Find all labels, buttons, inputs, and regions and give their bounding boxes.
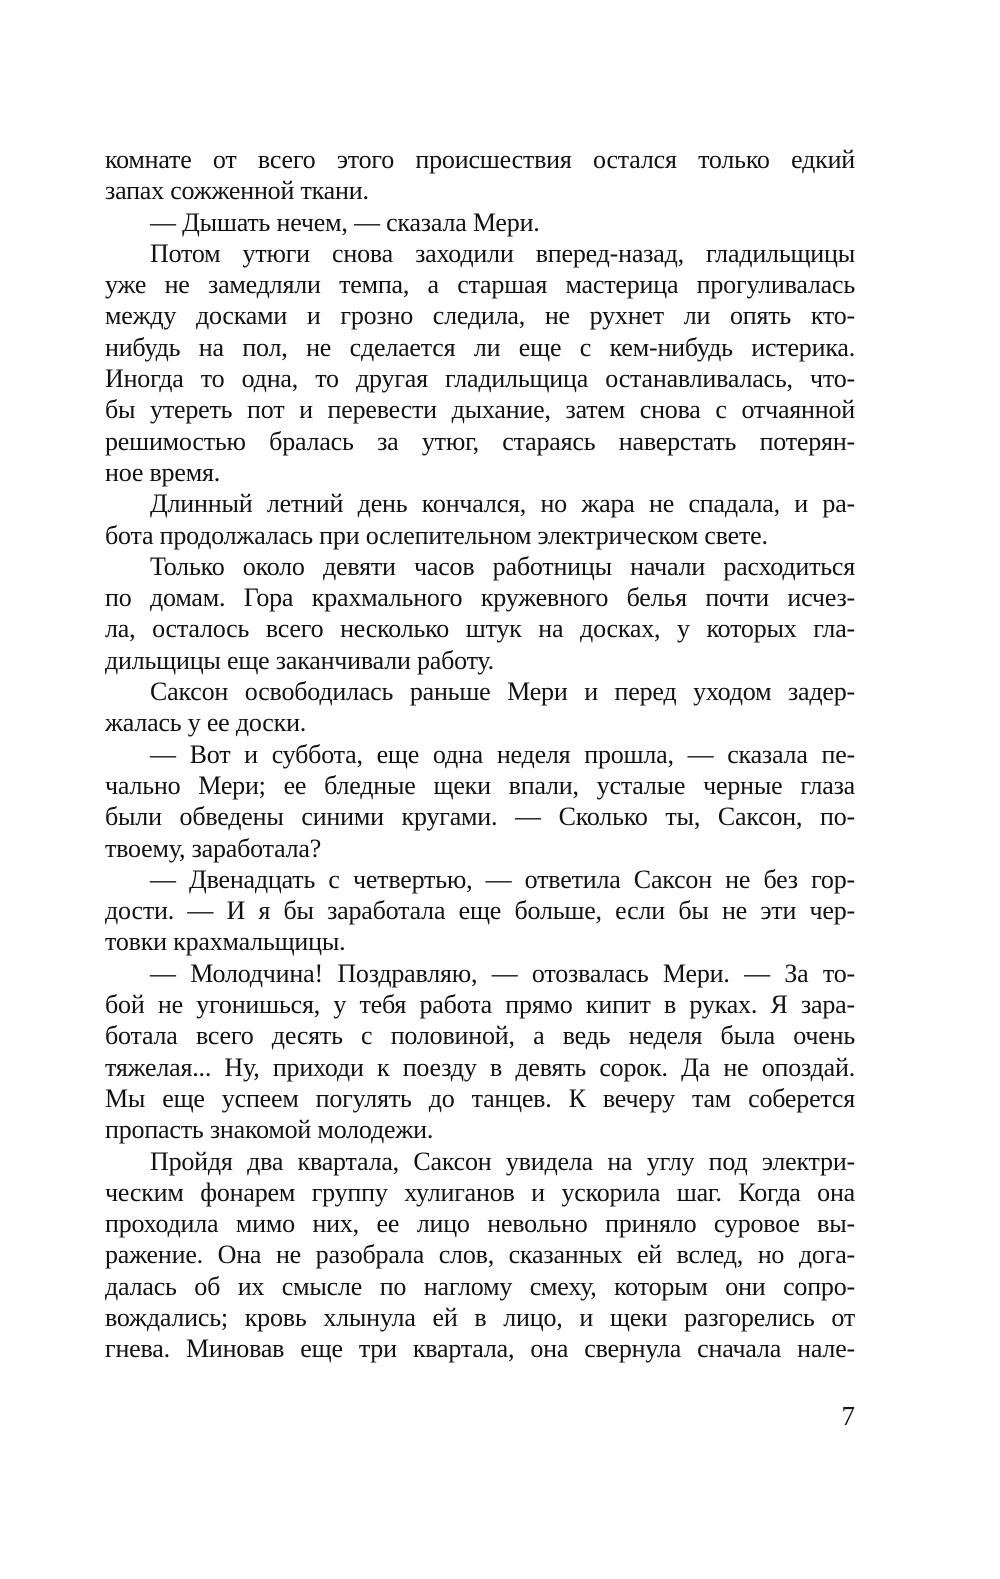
paragraph: [105, 739, 855, 864]
text-line: Мы еще успеем погулять до танцев. К вечеру там соберется: [105, 1083, 855, 1113]
paragraph: [105, 551, 855, 676]
text-line: запах сожженной ткани.: [105, 176, 369, 206]
text-line: дильщицы еще заканчивали работу.: [105, 645, 494, 675]
text-line: Иногда то одна, то другая гладильщица останавливалась, что-: [105, 364, 855, 394]
page-number: 7: [841, 1401, 855, 1431]
text-line: — Дышать нечем, — сказала Мери.: [150, 207, 540, 237]
text-line: ла, осталось всего несколько штук на досках, у которых гла-: [105, 614, 855, 644]
text-line: ражение. Она не разобрала слов, сказанных ей вслед, но дога-: [105, 1240, 855, 1270]
text-line: ческим фонарем группу хулиганов и ускорила шаг. Когда она: [105, 1177, 855, 1207]
text-line: ное время.: [105, 457, 221, 487]
text-line: вождались; кровь хлынула ей в лицо, и щеки разгорелись от: [105, 1302, 855, 1332]
text-line: были обведены синими кругами. — Сколько ты, Саксон, по-: [105, 802, 855, 832]
text-line: чально Мери; ее бледные щеки впали, усталые черные глаза: [105, 770, 855, 800]
text-line: бота продолжалась при ослепительном электрическом свете.: [105, 520, 768, 550]
paragraph: [105, 864, 855, 958]
text-line: Только около девяти часов работницы начали расходиться: [150, 551, 855, 581]
paragraph: [105, 144, 855, 207]
text-line: пропасть знакомой молодежи.: [105, 1115, 434, 1145]
text-line: решимостью бралась за утюг, стараясь наверстать потерян-: [105, 426, 855, 456]
paragraph: [105, 958, 855, 1146]
text-line: гнева. Миновав еще три квартала, она свернула сначала нале-: [105, 1334, 855, 1364]
text-block: [105, 144, 855, 1365]
text-line: комнате от всего этого происшествия остался только едкий: [105, 145, 855, 174]
text-line: Потом утюги снова заходили вперед-назад, гладильщицы: [150, 238, 855, 268]
text-line: товки крахмальщицы.: [105, 927, 346, 957]
text-line: уже не замедляли темпа, а старшая мастерица прогуливалась: [105, 270, 855, 300]
text-line: — Двенадцать с четвертью, — ответила Саксон не без гор-: [150, 864, 855, 894]
paragraph: [105, 1146, 855, 1365]
paragraph: [105, 488, 855, 551]
text-line: дости. — И я бы заработала еще больше, если бы не эти чер-: [105, 896, 855, 926]
text-line: — Молодчина! Поздравляю, — отозвалась Мери. — За то-: [150, 958, 855, 988]
text-line: между досками и грозно следила, не рухнет ли опять кто-: [105, 301, 855, 331]
paragraph: [105, 676, 855, 739]
text-line: Саксон освободилась раньше Мери и перед уходом задер-: [150, 677, 855, 707]
text-line: бы утереть пот и перевести дыхание, затем снова с отчаянной: [105, 395, 855, 425]
text-line: далась об их смысле по наглому смеху, которым они сопро-: [105, 1271, 855, 1301]
text-line: твоему, заработала?: [105, 833, 322, 863]
text-line: тяжелая... Ну, приходи к поезду в девять сорок. Да не опоздай.: [105, 1052, 855, 1082]
text-line: бой не угонишься, у тебя работа прямо кипит в руках. Я зара-: [105, 990, 855, 1020]
text-line: — Вот и суббота, еще одна неделя прошла, — сказала пе-: [150, 739, 855, 769]
paragraph: [105, 207, 855, 238]
text-line: по домам. Гора крахмального кружевного белья почти исчез-: [105, 583, 855, 613]
text-line: жалась у ее доски.: [105, 708, 307, 738]
text-line: проходила мимо них, ее лицо невольно приняло суровое вы-: [105, 1209, 855, 1239]
paragraph: [105, 238, 855, 488]
text-line: Длинный летний день кончался, но жара не спадала, и ра-: [150, 489, 855, 519]
text-line: ботала всего десять с половиной, а ведь неделя была очень: [105, 1021, 855, 1051]
text-line: Пройдя два квартала, Саксон увидела на углу под электри-: [150, 1146, 855, 1176]
text-line: нибудь на пол, не сделается ли еще с кем-нибудь истерика.: [105, 332, 855, 362]
